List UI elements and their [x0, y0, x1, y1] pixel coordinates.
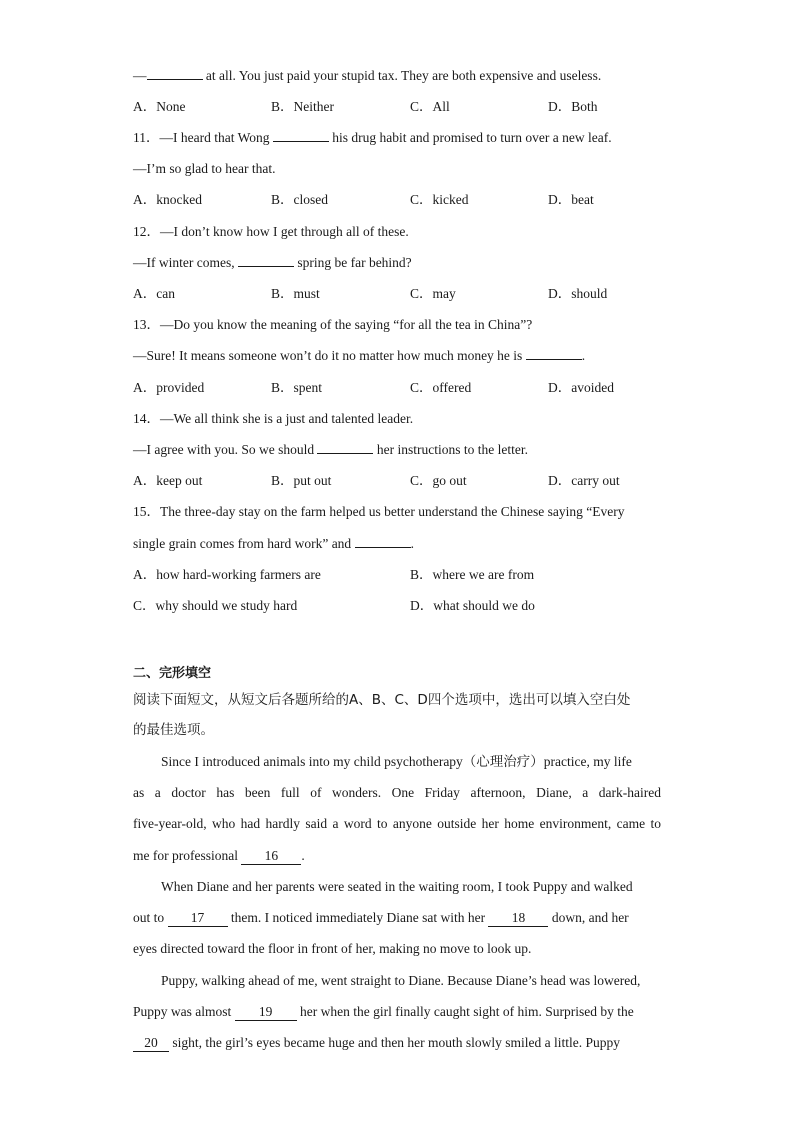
passage-text: Puppy was almost [133, 1004, 235, 1019]
answer-blank [273, 128, 329, 142]
question-text: —I agree with you. So we should [133, 442, 318, 457]
passage-line: When Diane and her parents were seated in the waiting room, I took Puppy and walked [161, 879, 633, 894]
option-d: D．should [548, 286, 608, 301]
option-b: B．closed [271, 192, 328, 207]
question-text: —I’m so glad to hear that. [133, 161, 276, 176]
question-11-line-1 [133, 128, 661, 148]
cloze-blank-16: 16 [241, 848, 301, 865]
answer-blank [238, 253, 294, 267]
option-a: A．None [133, 99, 186, 114]
passage-line: Puppy, walking ahead of me, went straight to Diane. Because Diane’s head was lowered, [161, 973, 641, 988]
option-c: C．kicked [410, 192, 469, 207]
question-12-line-1 [133, 222, 661, 242]
option-a: A．how hard-working farmers are [133, 567, 321, 582]
option-d: D．carry out [548, 473, 620, 488]
passage-line: five-year-old, who had hardly said a word to anyone outside her home environment, came to [133, 816, 661, 831]
option-b: B．where we are from [410, 567, 535, 582]
passage-line: eyes directed toward the floor in front of her, making no move to look up. [133, 941, 532, 956]
passage-line: Since I introduced animals into my child psychotherapy（心理治疗）practice, my life [161, 754, 632, 769]
answer-blank [317, 440, 373, 454]
cloze-blank-19: 19 [235, 1004, 297, 1021]
question-text: at all. You just paid your stupid tax. They are both expensive and useless. [202, 68, 602, 83]
question-11-line-2 [133, 159, 661, 179]
answer-blank [147, 66, 203, 80]
question-14-line-2 [133, 440, 661, 460]
option-b: B．put out [271, 473, 332, 488]
passage-text: down, and her [548, 910, 629, 925]
passage-line [133, 1033, 661, 1053]
passage-line [133, 1002, 661, 1022]
option-b: B．spent [271, 380, 323, 395]
passage-text: . [301, 848, 305, 863]
option-b: B．Neither [271, 99, 334, 114]
option-a: A．provided [133, 380, 205, 395]
passage-text: her when the girl finally caught sight of him. Surprised by the [296, 1004, 634, 1019]
option-d: D．avoided [548, 380, 614, 395]
question-10-options [133, 97, 661, 117]
option-d: D．Both [548, 99, 598, 114]
question-15-line-2 [133, 534, 661, 554]
option-c: C．All [410, 99, 450, 114]
question-text: 11．—I heard that Wong [133, 130, 273, 145]
question-13-options [133, 378, 661, 398]
question-text: spring be far behind? [293, 255, 412, 270]
question-text: her instructions to the letter. [373, 442, 528, 457]
option-b: B．must [271, 286, 320, 301]
section-instruction: 阅读下面短文，从短文后各题所给的A、B、C、D四个选项中，选出可以填入空白处 [133, 692, 631, 708]
option-c: C．go out [410, 473, 467, 488]
question-10-line-1 [133, 66, 661, 86]
option-c: C．may [410, 286, 456, 301]
answer-blank [355, 534, 411, 548]
question-text: single grain comes from hard work” and [133, 536, 355, 551]
question-12-options [133, 284, 661, 304]
question-text: his drug habit and promised to turn over a new leaf. [328, 130, 612, 145]
option-a: A．knocked [133, 192, 202, 207]
question-text: — [133, 68, 147, 83]
question-15-options-row-1 [133, 565, 661, 585]
question-text: . [581, 348, 586, 363]
question-15-line-1 [133, 502, 661, 522]
cloze-blank-17: 17 [168, 910, 228, 927]
question-14-options [133, 471, 661, 491]
question-text: 15．The three-day stay on the farm helped us better understand the Chinese saying “Every [133, 504, 625, 519]
question-12-line-2 [133, 253, 661, 273]
option-a: A．keep out [133, 473, 203, 488]
section-title: 二、完形填空 [133, 666, 212, 681]
question-text: —If winter comes, [133, 255, 238, 270]
passage-line: as a doctor has been full of wonders. One Friday afternoon, Diane, a dark-haired [133, 785, 661, 800]
passage-text: them. I noticed immediately Diane sat with her [227, 910, 489, 925]
passage-text: me for professional [133, 848, 242, 863]
answer-blank [526, 346, 582, 360]
question-text: 13．—Do you know the meaning of the saying “for all the tea in China”? [133, 317, 533, 332]
question-11-options [133, 190, 661, 210]
passage-line [133, 908, 661, 928]
cloze-blank-20: 20 [133, 1035, 169, 1052]
option-d: D．what should we do [410, 598, 535, 613]
passage-text: sight, the girl’s eyes became huge and then her mouth slowly smiled a little. Puppy [169, 1035, 621, 1050]
question-text: —Sure! It means someone won’t do it no matter how much money he is [133, 348, 526, 363]
question-text: 12．—I don’t know how I get through all of these. [133, 224, 409, 239]
section-instruction: 的最佳选项。 [133, 722, 214, 738]
question-15-options-row-2 [133, 596, 661, 616]
question-text: 14．—We all think she is a just and talented leader. [133, 411, 414, 426]
option-c: C．offered [410, 380, 472, 395]
question-13-line-2 [133, 346, 661, 366]
passage-text: out to [133, 910, 168, 925]
option-d: D．beat [548, 192, 594, 207]
option-c: C．why should we study hard [133, 598, 298, 613]
question-13-line-1 [133, 315, 661, 335]
question-14-line-1 [133, 409, 661, 429]
question-text: . [410, 536, 414, 551]
option-a: A．can [133, 286, 175, 301]
cloze-blank-18: 18 [488, 910, 548, 927]
passage-line [133, 846, 661, 866]
